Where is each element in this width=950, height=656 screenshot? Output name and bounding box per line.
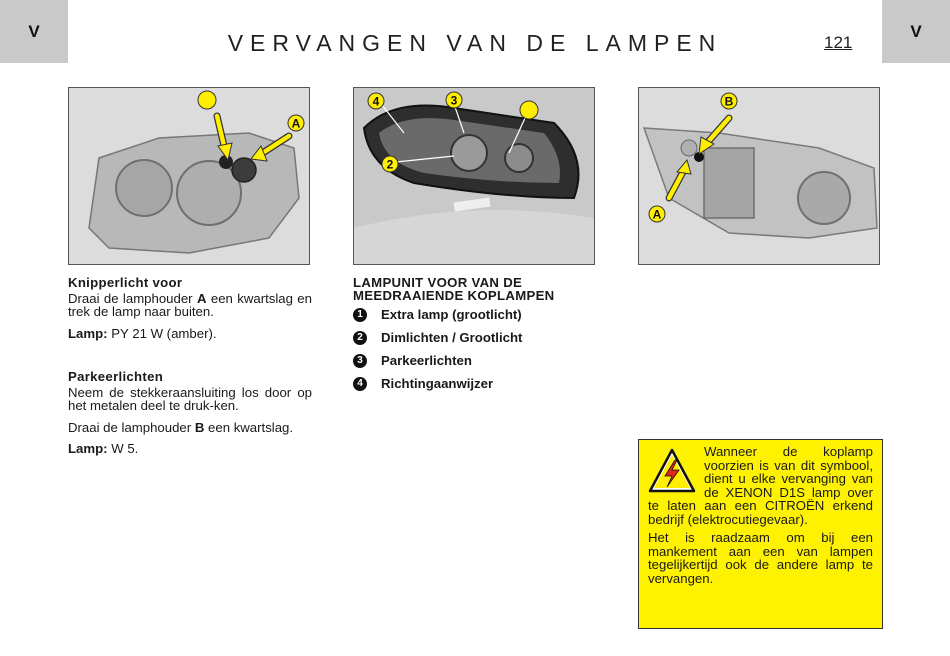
callout-4: 4 xyxy=(372,94,380,109)
lamp-unit-heading: LAMPUNIT VOOR VAN DE MEEDRAAIENDE KOPLAMPEN xyxy=(353,275,555,303)
page-number: 121 xyxy=(824,33,853,52)
legend-item: 3 Parkeerlichten xyxy=(353,354,603,368)
section-tab-right xyxy=(882,0,950,63)
legend-item: 4 Richtingaanwijzer xyxy=(353,377,603,391)
callout-3: 3 xyxy=(450,93,458,108)
callout-2: 2 xyxy=(386,157,394,172)
turn-signal-instruction: Draai de lamphouder A een kwartslag en trek de lamp naar buiten. xyxy=(68,290,312,319)
callout-a: A xyxy=(652,207,662,222)
section-tab-left xyxy=(0,0,68,63)
turn-signal-heading: Knipperlicht voor xyxy=(68,275,183,290)
turn-signal-lamp-spec: Lamp: PY 21 W (amber). xyxy=(68,325,217,341)
callout-a: A xyxy=(291,116,301,131)
headlamp-side-photo xyxy=(638,87,880,265)
lamp-unit-section xyxy=(353,276,603,400)
parking-lights-lamp-spec: Lamp: W 5. xyxy=(68,441,139,456)
warning-text-1: Wanneer de koplamp voorzien is van dit symbool, dient u elke vervanging van de XENON D1S lamp over te laten aan een CITROËN erkend bedrijf (elektrocutiegevaar). xyxy=(648,444,873,527)
parking-lights-instruction-2: Draai de lamphouder B een kwartslag. xyxy=(68,419,294,435)
high-voltage-warning-icon xyxy=(648,447,696,495)
lamp-legend xyxy=(353,308,603,391)
legend-item: 1 Extra lamp (grootlicht) xyxy=(353,308,603,322)
parking-lights-heading: Parkeerlichten xyxy=(68,369,164,384)
page-title: VERVANGEN VAN DE LAMPEN xyxy=(227,30,723,56)
headlamp-rear-photo xyxy=(68,87,310,265)
parking-lights-instruction-1: Neem de stekkeraansluiting los door op het metalen deel te druk-ken. xyxy=(68,384,312,413)
section-letter: V xyxy=(28,21,40,41)
legend-item: 2 Dimlichten / Grootlicht xyxy=(353,331,603,345)
headlamp-unit-photo xyxy=(353,87,595,265)
callout-b: B xyxy=(724,94,734,109)
turn-signal-section xyxy=(68,276,312,464)
warning-text-2: Het is raadzaam om bij een mankement aan een van lampen tegelijkertijd ook de andere lamp te vervangen. xyxy=(648,530,873,586)
xenon-warning-box xyxy=(638,439,883,629)
section-letter: V xyxy=(910,21,922,41)
